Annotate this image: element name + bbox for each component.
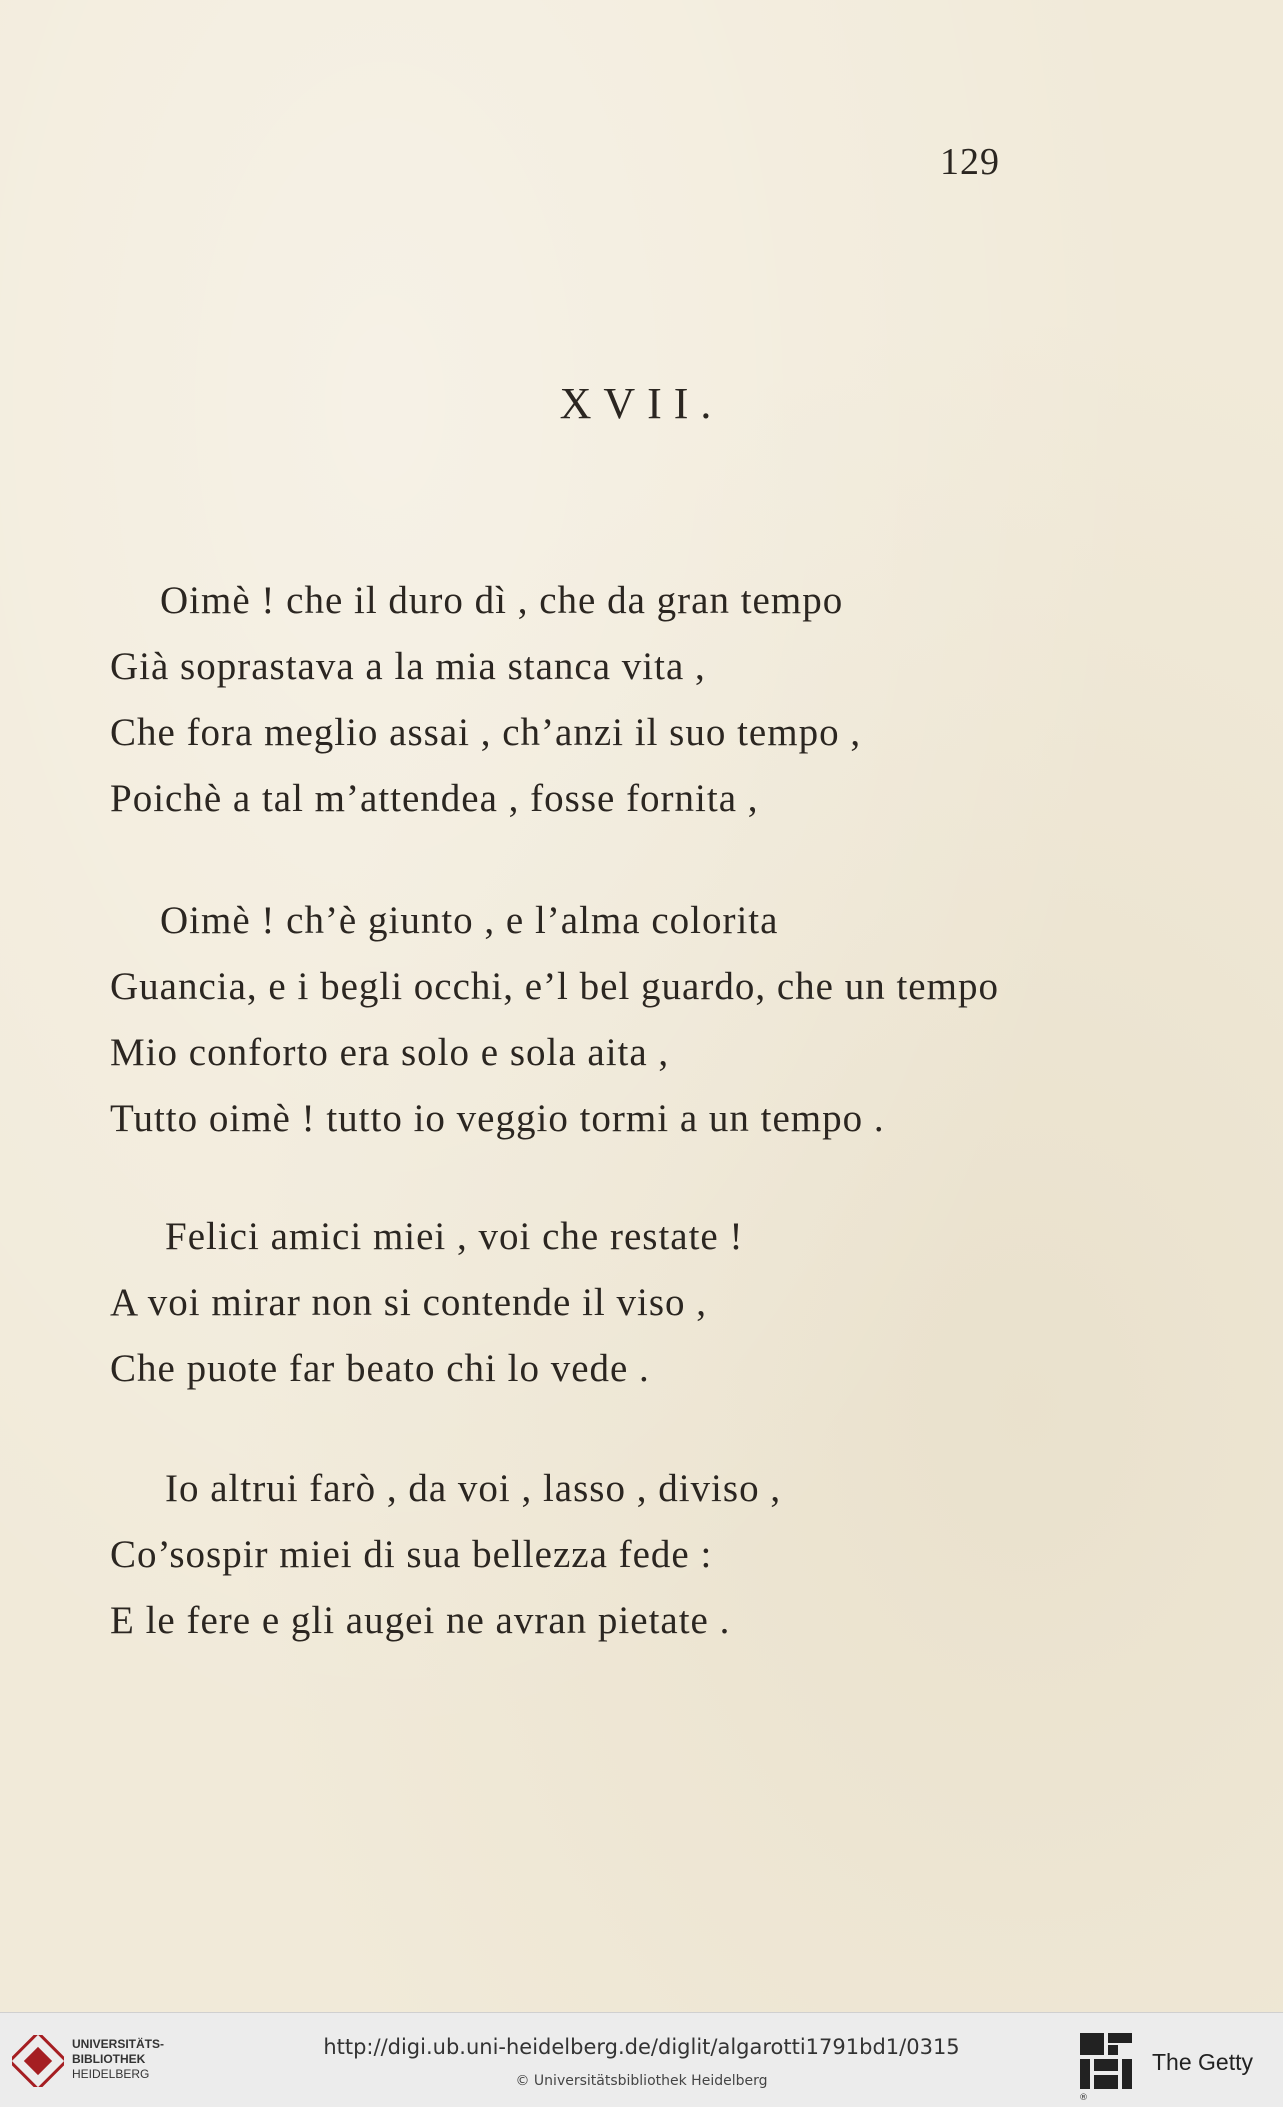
poem-line: Che puote far beato chi lo vede . [110,1347,650,1390]
copyright-notice: © Universitätsbibliothek Heidelberg [515,2073,768,2089]
poem-line [110,568,861,634]
stanza-4 [110,1456,781,1654]
poem-line: Già soprastava a la mia stanca vita , [110,645,706,688]
poem-line: Guancia, e i begli occhi, e’l bel guardo, che un tempo [110,965,999,1008]
poem-line: Felici amici miei , voi che restate ! [165,1215,744,1258]
page-number: 129 [940,141,1000,183]
poem-line: E le fere e gli augei ne avran pietate . [110,1599,731,1642]
source-url-link[interactable]: http://digi.ub.uni-heidelberg.de/diglit/algarotti1791bd1/0315 [323,2035,960,2059]
stanza-2 [110,888,999,1152]
library-name-line: UNIVERSITÄTS- [72,2037,165,2051]
stanza-3 [110,1204,743,1402]
poem-heading: XVII. [559,379,724,428]
library-name-line: BIBLIOTHEK [72,2052,146,2066]
poem-line: Mio conforto era solo e sola aita , [110,1031,670,1074]
poem-line: Che fora meglio assai , ch’anzi il suo tempo , [110,711,862,754]
poem-line-text: Oimè ! che il duro dì , che da gran tempo [160,579,844,622]
poem-line: Tutto oimè ! tutto io veggio tormi a un tempo . [110,1097,885,1140]
registered-mark: ® [1079,2093,1088,2103]
stanza-1 [110,568,861,832]
footer-bar [0,2012,1283,2107]
poem-line: Oimè ! ch’è giunto , e l’alma colorita [160,899,779,942]
poem-line: A voi mirar non si contende il viso , [110,1281,708,1324]
getty-logo-icon [1078,2031,1136,2093]
poem-line: Poichè a tal m’attendea , fosse fornita , [110,777,759,820]
partner-name: The Getty [1152,2049,1253,2075]
poem-line: Co’sospir miei di sua bellezza fede : [110,1533,713,1576]
library-name-line: HEIDELBERG [72,2067,150,2081]
poem-line: Io altrui farò , da voi , lasso , diviso , [165,1467,782,1510]
